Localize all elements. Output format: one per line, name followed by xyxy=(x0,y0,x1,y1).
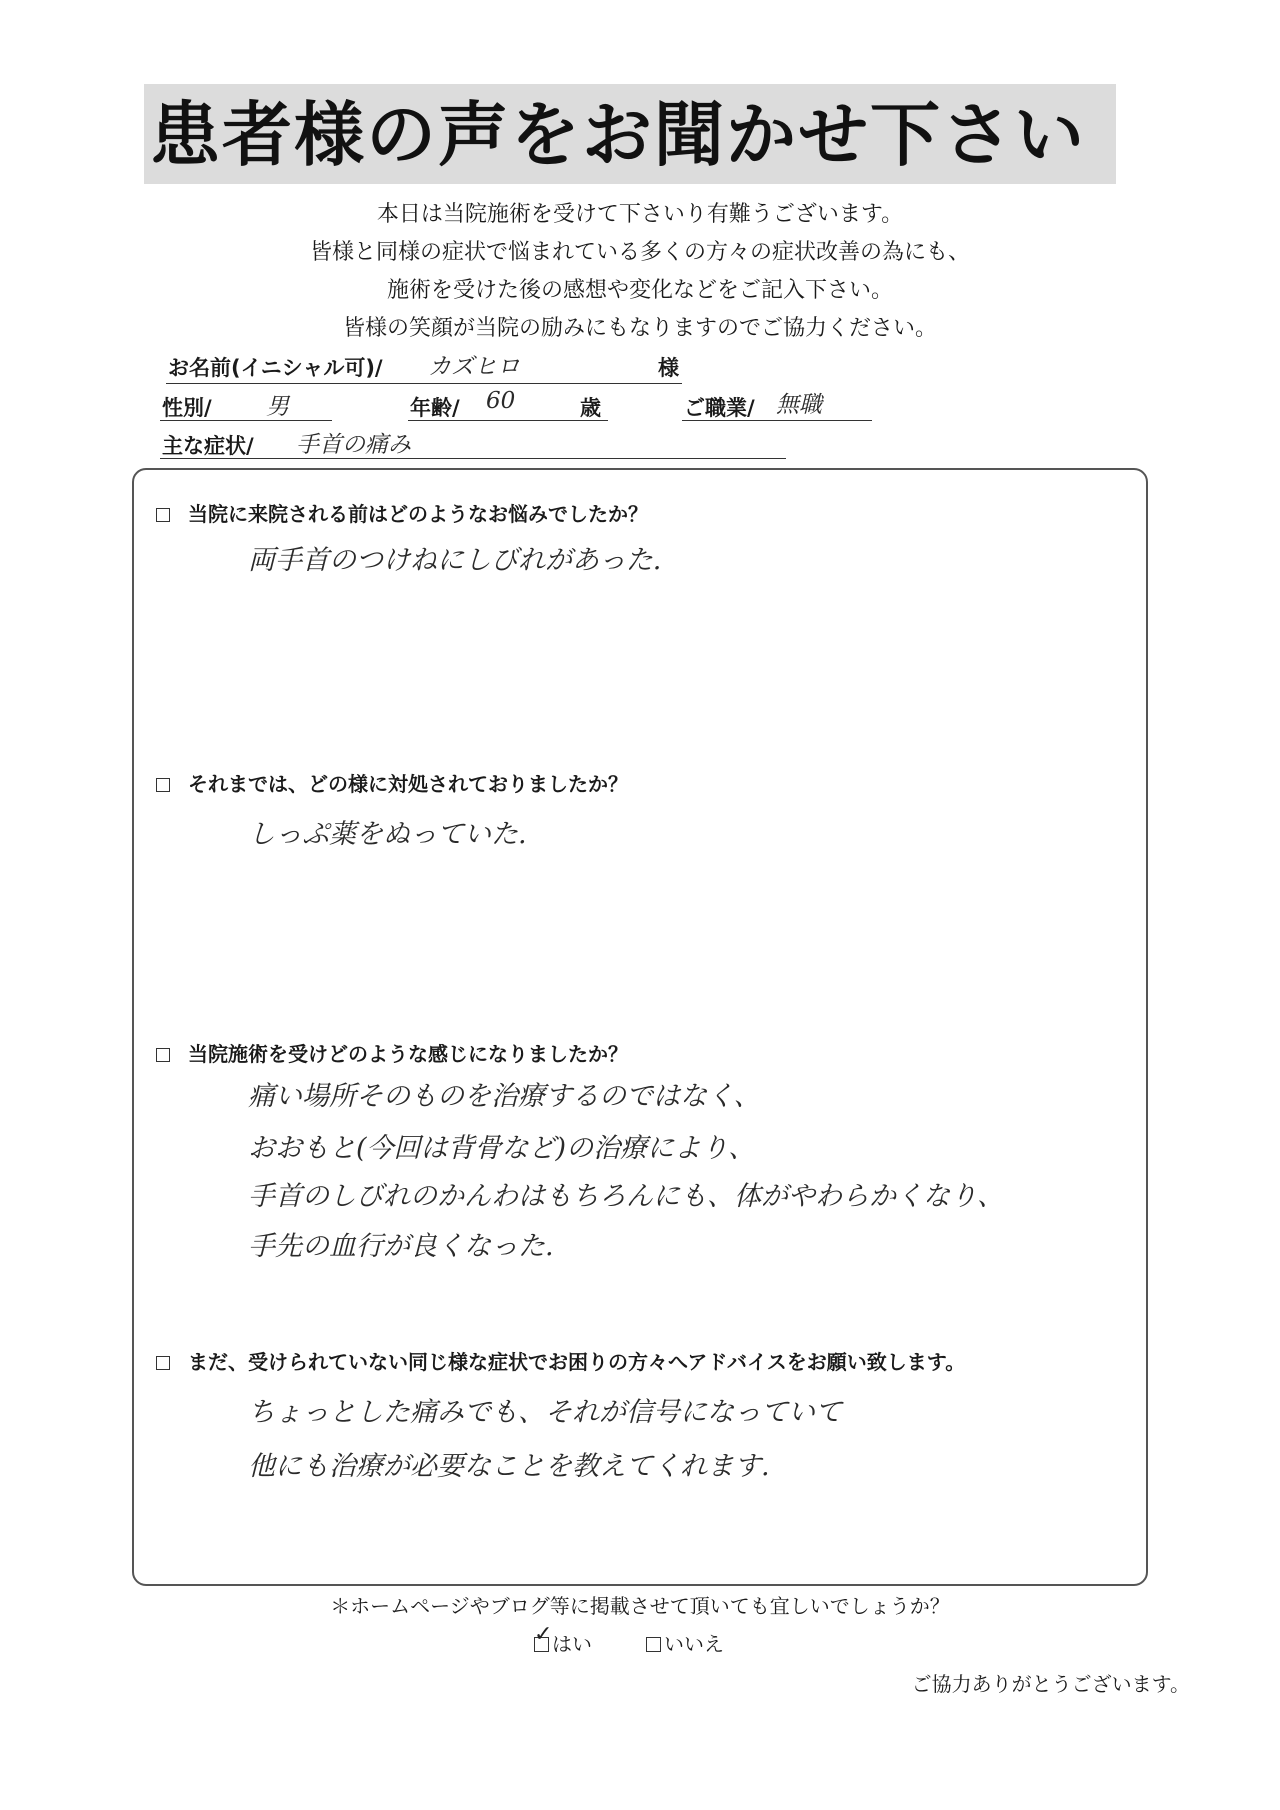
answer-line: 痛い場所そのものを治療するのではなく、 xyxy=(248,1081,761,1112)
checkbox-icon xyxy=(156,1356,170,1370)
intro-text xyxy=(0,196,1280,348)
answer-line: 手首のしびれのかんわはもちろんにも、体がやわらかくなり、 xyxy=(248,1181,1004,1212)
question-1 xyxy=(156,498,648,527)
answer-line: しっぷ薬をぬっていた. xyxy=(248,819,527,850)
name-value: カズヒロ xyxy=(428,354,520,380)
checkbox-icon xyxy=(156,778,170,792)
intro-line: 本日は当院施術を受けて下さいり有難うございます。 xyxy=(376,202,904,227)
name-suffix: 様 xyxy=(658,356,679,380)
question-4 xyxy=(156,1346,965,1375)
gender-underline xyxy=(160,420,332,421)
yes-label: はい xyxy=(552,1632,592,1656)
checkbox-icon[interactable] xyxy=(646,1637,661,1652)
gender-label: 性別/ xyxy=(162,396,212,420)
age-underline xyxy=(408,420,608,421)
question-3 xyxy=(156,1038,628,1067)
age-value: 60 xyxy=(486,388,516,414)
age-label: 年齢/ xyxy=(410,396,460,420)
age-suffix: 歳 xyxy=(580,396,601,420)
symptom-value: 手首の痛み xyxy=(296,432,411,458)
question-text: 当院施術を受けどのような感じになりましたか？ xyxy=(188,1042,628,1066)
answer-line: 他にも治療が必要なことを教えてくれます. xyxy=(248,1451,770,1482)
gender-value: 男 xyxy=(266,394,289,420)
page-title: 患者様の声をお聞かせ下さい xyxy=(150,94,1086,176)
checkbox-icon xyxy=(156,1048,170,1062)
question-text: まだ、受けられていない同じ様な症状でお困りの方々へアドバイスをお願い致します。 xyxy=(188,1350,966,1374)
permission-question: ＊ホームページやブログ等に掲載させて頂いても宜しいでしょうか？ xyxy=(330,1594,950,1618)
job-value: 無職 xyxy=(776,392,822,418)
question-text: それまでは、どの様に対処されておりましたか？ xyxy=(188,772,628,796)
answer-line: 手先の血行が良くなった. xyxy=(248,1231,554,1262)
intro-line: 施術を受けた後の感想や変化などをご記入下さい。 xyxy=(386,278,893,303)
job-label: ご職業/ xyxy=(684,396,755,420)
answer-line: ちょっとした痛みでも、それが信号になっていて xyxy=(248,1397,842,1428)
symptom-underline xyxy=(160,458,786,459)
no-option[interactable] xyxy=(646,1628,724,1657)
answer-line: 両手首のつけねにしびれがあった. xyxy=(248,545,662,576)
checkbox-icon xyxy=(156,508,170,522)
intro-line: 皆様の笑顔が当院の励みにもなりますのでご協力ください。 xyxy=(342,316,937,341)
checkmark-icon: ✓ xyxy=(534,1622,553,1647)
thanks-text: ご協力ありがとうございます。 xyxy=(911,1672,1190,1696)
checked-checkbox-icon[interactable] xyxy=(534,1622,553,1652)
symptom-label: 主な症状/ xyxy=(162,434,254,458)
yes-option[interactable] xyxy=(534,1622,592,1657)
answer-line: おおもと(今回は背骨など)の治療により、 xyxy=(248,1133,756,1164)
question-2 xyxy=(156,768,628,797)
name-label: お名前(イニシャル可)/ xyxy=(168,356,383,380)
question-text: 当院に来院される前はどのようなお悩みでしたか？ xyxy=(188,502,648,526)
job-underline xyxy=(682,420,872,421)
name-underline xyxy=(166,383,682,384)
intro-line: 皆様と同様の症状で悩まれている多くの方々の症状改善の為にも、 xyxy=(309,240,970,265)
name-row xyxy=(168,352,383,382)
no-label: いいえ xyxy=(664,1632,724,1656)
